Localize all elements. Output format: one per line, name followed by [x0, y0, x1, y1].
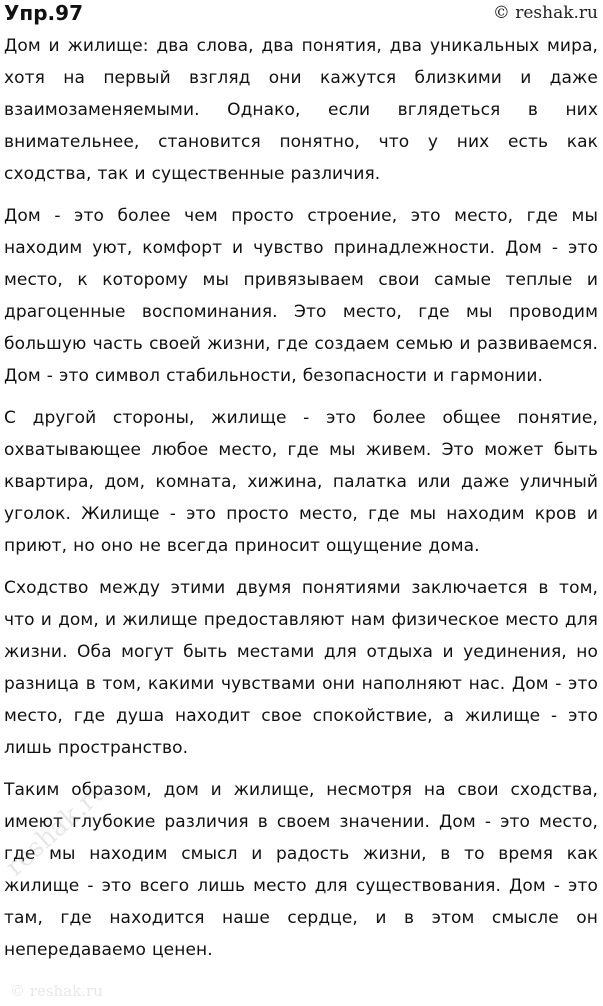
header [0, 0, 603, 30]
paragraph: Сходство между этими двумя понятиями заключается в том, что и дом, и жилище предоставляют нам физическое место для жизни. Оба могут быть местами для отдыха и уединения, но разница в том, какими чувствами они наполняют нас. Дом - это место, где душа находит свое спокойствие, а жилище - это лишь пространство. [4, 578, 598, 758]
paragraph: С другой стороны, жилище - это более общее понятие, охватывающее любое место, где мы живем. Это может быть квартира, дом, комната, хижина, палатка или даже уличный уголок. Жилище - это просто место, где мы находим кров и приют, но оно не всегда приносит ощущение дома. [4, 408, 598, 556]
paragraph: Таким образом, дом и жилище, несмотря на свои сходства, имеют глубокие различия в своем значении. Дом - это место, где мы находим смысл и радость жизни, в то время как жилище - это всего лишь место для существования. Дом - это там, где находится наше сердце, и в этом смысле он непередаваемо ценен. [4, 780, 598, 960]
source-label: © reshak.ru [492, 3, 598, 23]
paragraph: Дом и жилище: два слова, два понятия, два уникальных мира, хотя на первый взгляд они кажутся близкими и даже взаимозаменяемыми. Однако, если вглядеться в них внимательнее, становится понятно, что у них есть как сходства, так и существенные различия. [4, 36, 598, 184]
exercise-title: Упр.97 [4, 1, 83, 25]
paragraph: Дом - это более чем просто строение, это место, где мы находим уют, комфорт и чувство принадлежности. Дом - это место, к которому мы привязываем свои самые теплые и драгоценные воспоминания. Это место, где мы проводим большую часть своей жизни, где создаем семью и развиваемся. Дом - это символ стабильности, безопасности и гармонии. [4, 206, 598, 386]
document-body [4, 30, 598, 966]
watermark-bottom: © reshak.ru [10, 982, 103, 1000]
watermark-diagonal: reshak.ru [0, 775, 115, 883]
